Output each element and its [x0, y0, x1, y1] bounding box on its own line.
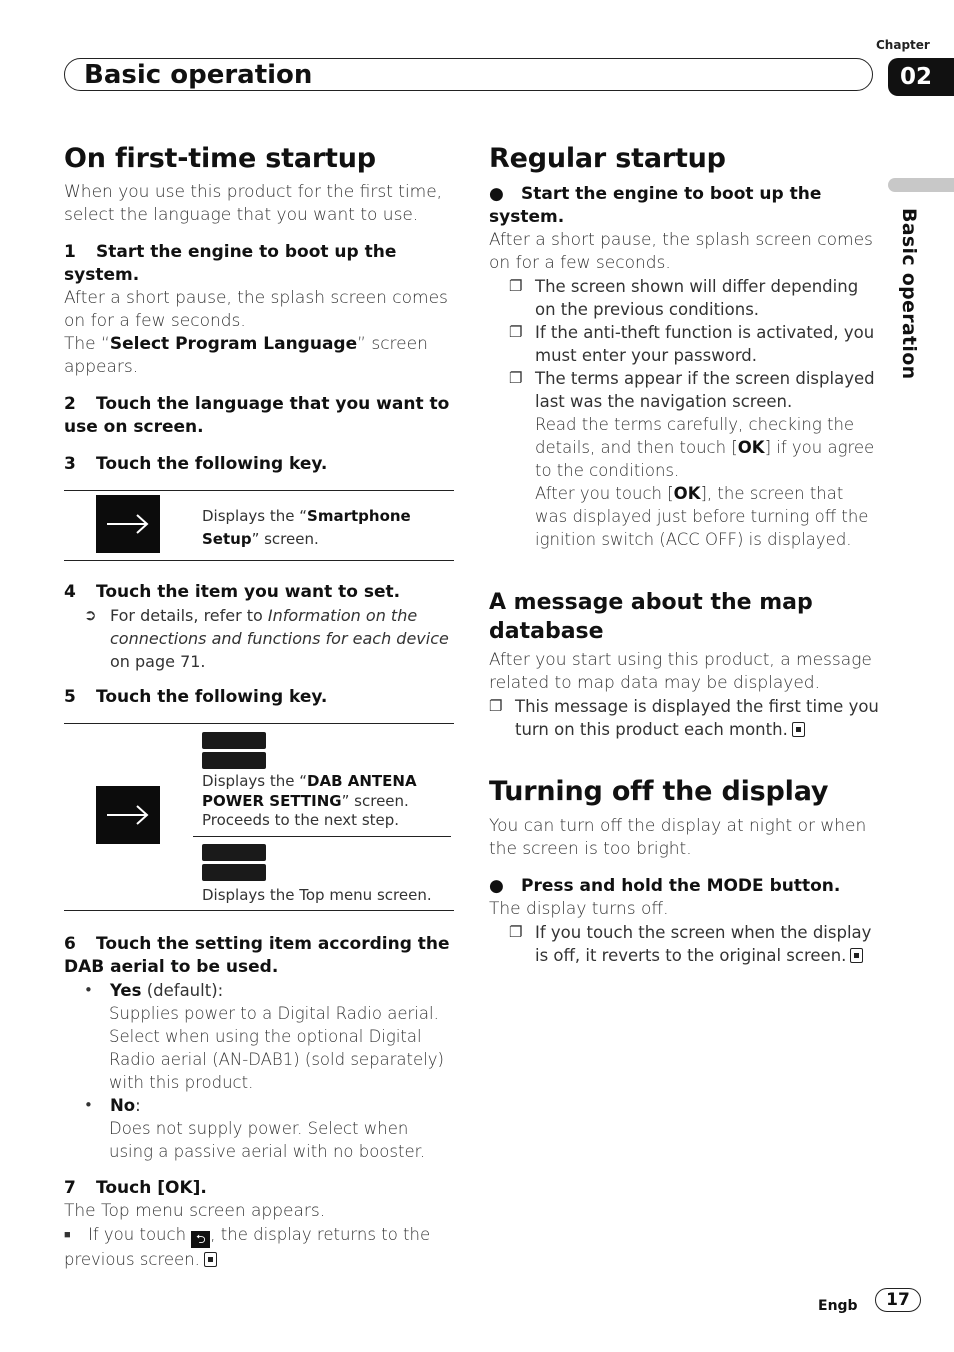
step-1-body-2 — [64, 333, 454, 379]
step-4-reference — [64, 604, 454, 673]
note-continuation — [489, 482, 879, 551]
heading-turning-off-display: Turning off the display — [489, 776, 829, 807]
text: This message is displayed the first time you turn on this product each month. — [515, 697, 879, 739]
round-bullet: ● — [489, 876, 504, 896]
note-item — [489, 921, 879, 967]
step-number: 5 — [64, 687, 76, 707]
small-key[interactable] — [202, 732, 266, 749]
page-number: 17 — [875, 1288, 921, 1312]
text: Displays the “ — [202, 772, 308, 790]
bullet: • — [84, 1096, 93, 1114]
step-2 — [64, 393, 454, 439]
text: ” screen appears. — [64, 334, 428, 377]
note-text — [515, 695, 879, 741]
keys-group-a — [202, 732, 266, 772]
step-number: 1 — [64, 242, 76, 262]
section-title: Basic operation — [84, 60, 313, 90]
reference-text — [110, 604, 454, 673]
option-no — [64, 1094, 454, 1117]
text: Proceeds to the next step. — [202, 811, 400, 829]
small-key[interactable] — [202, 864, 266, 881]
display-off-result: The display turns off. — [489, 899, 669, 919]
end-of-section-icon — [792, 722, 805, 737]
text: Displays the “ — [202, 507, 308, 525]
step-text: Touch the following key. — [96, 687, 328, 707]
bullet: • — [84, 981, 93, 999]
small-key[interactable] — [202, 844, 266, 861]
step-6 — [64, 933, 454, 979]
step-number: 3 — [64, 454, 76, 474]
text: on page 71. — [110, 652, 206, 671]
text: For details, refer to — [110, 606, 268, 625]
step-number: 7 — [64, 1178, 76, 1198]
step-text: Touch the item you want to set. — [96, 582, 401, 602]
note-text: If the anti-theft function is activated, you must enter your password. — [535, 323, 875, 365]
key-table-step3 — [64, 490, 454, 561]
regular-startup-body: After a short pause, the splash screen comes on for a few seconds. — [489, 230, 873, 273]
note-item — [489, 695, 879, 741]
bullet-step — [489, 183, 879, 229]
arrow-right-icon — [105, 804, 151, 826]
bold-text: OK — [673, 484, 701, 503]
step-number: 2 — [64, 394, 76, 414]
option-text — [110, 1094, 141, 1117]
heading-regular-startup: Regular startup — [489, 143, 726, 174]
map-message-body: After you start using this product, a message related to map data may be displayed. — [489, 650, 872, 693]
step-number: 6 — [64, 934, 76, 954]
bullet-step — [489, 875, 879, 898]
side-tab-label: Basic operation — [898, 208, 920, 380]
text: The “ — [64, 334, 110, 354]
language-code: Engb — [818, 1298, 858, 1314]
text: ], the screen that was displayed just before turning off the ignition switch (ACC OFF) is displayed. — [535, 484, 869, 549]
key-table-step5 — [64, 723, 454, 911]
option-no-body: Does not supply power. Select when using a passive aerial with no booster. — [109, 1119, 426, 1161]
step-1-body: After a short pause, the splash screen comes on for a few seconds. — [64, 288, 448, 331]
side-tab-marker — [888, 178, 954, 192]
step-text: Start the engine to boot up the system. — [64, 242, 397, 285]
option-text — [110, 979, 223, 1002]
option-yes-body: Supplies power to a Digital Radio aerial. Select when using the optional Digital Radio aerial (AN-DAB1) (sold separately) with this product. — [109, 1004, 444, 1092]
arrow-right-key[interactable] — [96, 495, 160, 553]
option-label: Yes — [110, 981, 142, 1000]
step-5 — [64, 686, 454, 709]
small-key[interactable] — [202, 752, 266, 769]
text: (default): — [141, 981, 224, 1000]
key-description: Displays the Top menu screen. — [202, 886, 432, 904]
chapter-number-tab: 02 — [888, 58, 954, 96]
note-item — [489, 367, 879, 413]
step-1 — [64, 241, 454, 287]
text: If you touch — [88, 1225, 192, 1244]
checkbox-note-icon: ❐ — [489, 697, 503, 715]
text: Read the terms carefully, checking the details, and then touch [ — [535, 415, 855, 457]
text: , the display returns to the previous screen. — [64, 1225, 431, 1269]
arrow-right-icon — [105, 513, 151, 535]
text: : — [135, 1096, 141, 1115]
reference-arrow-icon: ➲ — [84, 606, 97, 624]
step-3 — [64, 453, 454, 476]
note-item — [489, 321, 879, 367]
checkbox-note-icon: ❐ — [509, 277, 523, 295]
option-label: No — [110, 1096, 136, 1115]
step-text: Touch the setting item according the DAB aerial to be used. — [64, 934, 450, 977]
intro-paragraph: When you use this product for the first time, select the language that you want to use. — [64, 182, 443, 225]
step-7-note — [64, 1223, 454, 1271]
right-column — [489, 140, 879, 967]
step-text: Touch the following key. — [96, 454, 328, 474]
step-7-body: The Top menu screen appears. — [64, 1201, 326, 1221]
checkbox-note-icon: ❐ — [509, 369, 523, 387]
chapter-label: Chapter — [876, 38, 930, 52]
step-4 — [64, 581, 454, 604]
round-bullet: ● — [489, 184, 504, 204]
text: ] if you agree to the conditions. — [535, 438, 875, 480]
text: ” screen. — [251, 530, 319, 548]
italic-text: Information on the connections and functions for each device — [110, 606, 449, 648]
table-divider — [193, 836, 451, 837]
step-7 — [64, 1177, 454, 1200]
text: After you touch [ — [535, 484, 674, 503]
note-continuation — [489, 413, 879, 482]
back-icon[interactable]: ⮌ — [191, 1231, 210, 1248]
arrow-right-key[interactable] — [96, 786, 160, 844]
end-of-section-icon — [850, 948, 863, 963]
option-yes — [64, 979, 454, 1002]
step-text: Start the engine to boot up the system. — [489, 184, 822, 227]
note-text — [535, 921, 879, 967]
checkbox-note-icon: ❐ — [509, 323, 523, 341]
heading-map-database-message: A message about the map database — [489, 590, 813, 644]
step-number: 4 — [64, 582, 76, 602]
key-description — [202, 772, 452, 831]
step-text: Press and hold the MODE button. — [521, 876, 841, 896]
step-text: Touch [OK]. — [96, 1178, 207, 1198]
square-bullet: ■ — [64, 1228, 71, 1241]
heading-first-time-startup: On first-time startup — [64, 143, 376, 174]
keys-group-b — [202, 844, 266, 884]
note-text: The terms appear if the screen displayed last was the navigation screen. — [535, 369, 875, 411]
left-column — [64, 140, 454, 1271]
key-description — [202, 505, 452, 551]
text: If you touch the screen when the display is off, it reverts to the original screen. — [535, 923, 872, 965]
text: ” screen. — [341, 791, 409, 810]
bold-text: DAB ANTENA POWER SETTING — [202, 772, 417, 810]
bold-text: Smartphone Setup — [202, 507, 411, 548]
note-item — [489, 275, 879, 321]
checkbox-note-icon: ❐ — [509, 923, 523, 941]
bold-text: Select Program Language — [109, 334, 358, 354]
note-text: The screen shown will differ depending on the previous conditions. — [535, 277, 859, 319]
step-text: Touch the language that you want to use on screen. — [64, 394, 450, 437]
end-of-section-icon — [204, 1252, 217, 1267]
bold-text: OK — [737, 438, 765, 457]
turning-off-body: You can turn off the display at night or when the screen is too bright. — [489, 816, 867, 859]
